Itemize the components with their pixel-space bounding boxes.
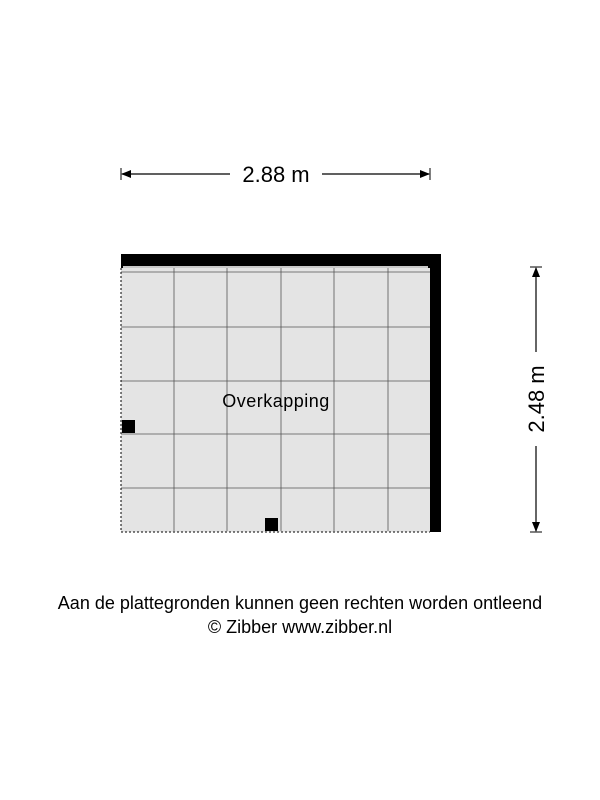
height-dimension: [524, 267, 549, 532]
arrow-down-icon: [532, 522, 540, 532]
room-overkapping: [121, 254, 441, 532]
wall-right: [430, 254, 441, 532]
width-label: 2.88 m: [242, 162, 310, 187]
post-bottom: [265, 518, 278, 531]
arrow-left-icon: [121, 170, 131, 178]
wall-edge-line: [123, 266, 428, 268]
height-label: 2.48 m: [524, 365, 549, 433]
room-label: Overkapping: [222, 391, 330, 411]
wall-top: [121, 254, 441, 268]
width-dimension: [121, 162, 430, 187]
arrow-right-icon: [420, 170, 430, 178]
post-left: [122, 420, 135, 433]
arrow-up-icon: [532, 267, 540, 277]
credit-text: © Zibber www.zibber.nl: [207, 617, 393, 637]
disclaimer-text: Aan de plattegronden kunnen geen rechten worden ontleend: [57, 593, 543, 613]
